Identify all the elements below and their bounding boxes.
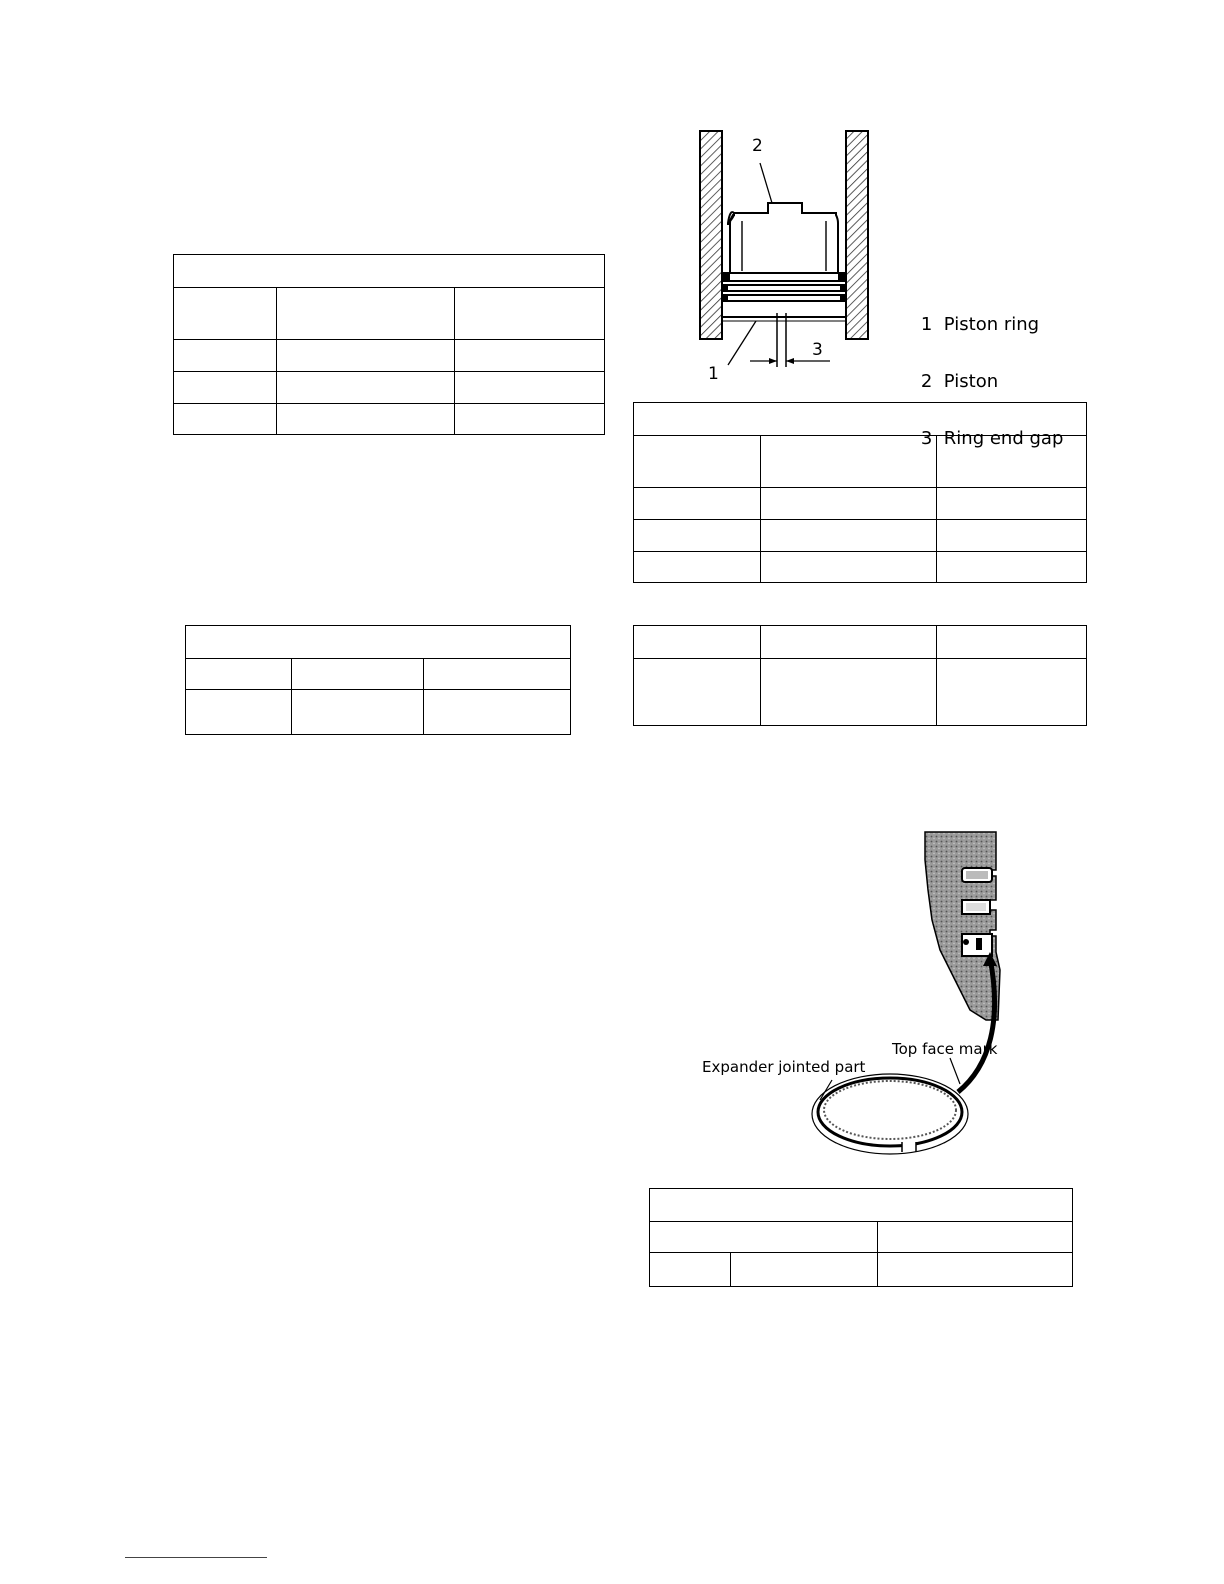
oil-ring (818, 1078, 962, 1146)
top-face-mark-label: Top face mark (892, 1040, 998, 1058)
legend-num: 1 (920, 314, 933, 335)
spec-table-5 (649, 1188, 1073, 1287)
cylinder-wall-left (700, 131, 722, 339)
legend-num: 2 (920, 371, 933, 392)
legend-text: Ring end gap (943, 428, 1064, 449)
spec-table-1 (173, 254, 605, 435)
spec-table-4 (633, 625, 1087, 726)
legend-item (898, 296, 1063, 353)
footnote-rule (125, 1557, 267, 1558)
oil-ring-top-face-diagram (790, 830, 1010, 1160)
legend-text: Piston ring (943, 314, 1040, 335)
legend-num: 3 (920, 428, 933, 449)
piston-crown (728, 203, 838, 275)
spec-table-3 (633, 402, 1087, 583)
expander-jointed-part-label: Expander jointed part (702, 1058, 866, 1076)
spec-table-2 (185, 625, 571, 735)
piston-section (925, 832, 1000, 1020)
callout-1: 1 (708, 364, 719, 384)
legend-text: Piston (943, 371, 999, 392)
cylinder-wall-right (846, 131, 868, 339)
callout-3: 3 (812, 340, 823, 360)
callout-2: 2 (752, 136, 763, 156)
